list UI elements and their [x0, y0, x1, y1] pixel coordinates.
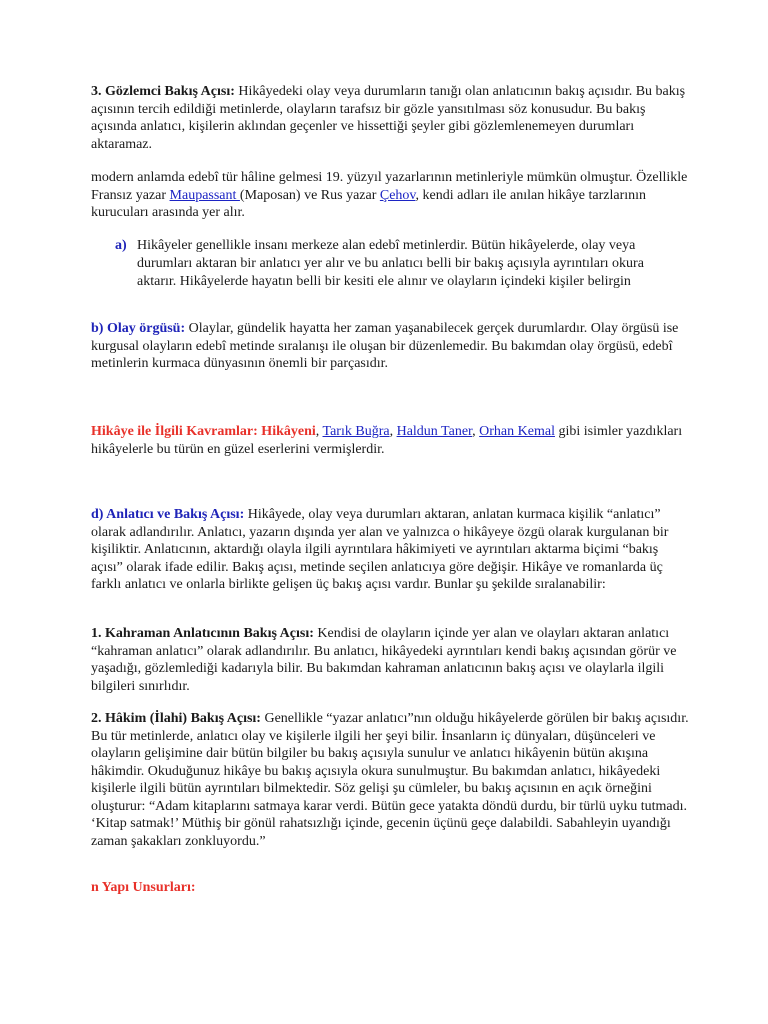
list-marker-a: a): [115, 238, 127, 253]
link-cehov[interactable]: Çehov: [379, 187, 416, 203]
text-kahraman: Kendisi de olayların içinde yer alan ve olayları aktaran anlatıcı “kahraman anlatıcı” olarak adlandırılır. Bu anlatıcı, hikâyedeki ayrıntıları kendi bakış açısından görür ve yaşadığı, gözlemlediği kadarıyla bilir. Bu bakımdan kahraman anlatıcının bakış açısı ve olaylarla ilgili bilgileri sınırlıdır.: [91, 626, 677, 694]
heading-hakim: 2. Hâkim (İlahi) Bakış Açısı:: [91, 711, 261, 726]
paragraph-kahraman: [91, 625, 691, 695]
list-item-a: [115, 237, 675, 291]
heading-anlatici: d) Anlatıcı ve Bakış Açısı:: [91, 507, 245, 522]
text-anlatici: Hikâyede, olay veya durumları aktaran, anlatan kurmaca kişilik “anlatıcı” olarak adlandırılır. Anlatıcı, yazarın dışında yer alan ve yalnızca o hikâyeye özgü olarak kurgulanan bir kişiliktir. Anlatıcının, aktardığı olayla ilgili ayrıntılara hâkimiyeti ve ayrıntıları aktarma biçimi “bakış açısı” olarak ifade edilir. Bakış açısı, metinde seçilen anlatıcıya göre değişir. Hikâye ve romanlarda üç farklı anlatıcı ve onlarla birlikte gelişen üç bakış açısı vardır. Bunlar şu şekilde sıralanabilir:: [91, 507, 669, 592]
paragraph-modern-hikaye: [91, 169, 691, 222]
text-kavramlar: gibi isimler yazdıkları hikâyelerle bu türün en güzel eserlerini vermişlerdir.: [91, 424, 683, 457]
heading-yapi-unsurlari: n Yapı Unsurları:: [91, 880, 196, 895]
text-gozlemci: Hikâyedeki olay veya durumların tanığı olan anlatıcının bakış açısıdır. Bu bakış açısının tercih edildiği metinlerde, olayların tarafsız bir gözle yansıtılması söz konusudur. Bu bakış açısında anlatıcı, kişilerin aklından geçenler ve hissettiği şeyler gibi gözlemlenemeyen durumları aktaramaz.: [91, 84, 686, 152]
link-tarik-bugra[interactable]: Tarık Buğra: [322, 424, 390, 439]
text-modern-1: modern anlamda edebî tür hâline gelmesi 19. yüzyıl yazarlarının metinleriyle mümkün olmuştur. Özellikle Fransız yazar: [91, 170, 688, 203]
paragraph-yapi-unsurlari: [91, 879, 691, 897]
text-modern-2: (Maposan) ve Rus yazar: [239, 187, 380, 203]
heading-kahraman: 1. Kahraman Anlatıcının Bakış Açısı:: [91, 626, 314, 641]
heading-gozlemci: 3. Gözlemci Bakış Açısı:: [91, 84, 235, 99]
heading-kavramlar: Hikâye ile İlgili Kavramlar: Hikâyeni: [91, 424, 316, 439]
paragraph-olay-orgusu: [91, 320, 691, 373]
link-haldun-taner[interactable]: Haldun Taner: [396, 424, 473, 439]
paragraph-anlatici: [91, 506, 691, 594]
heading-olay-orgusu: b) Olay örgüsü:: [91, 321, 186, 336]
link-maupassant[interactable]: Maupassant: [169, 187, 240, 203]
text-olay-orgusu: Olaylar, gündelik hayatta her zaman yaşanabilecek gerçek durumlardır. Olay örgüsü ise kurgusal olayların edebî metinde sıralanışı ile oluşan bir düzenlemedir. Bu bakımdan olay örgüsü, edebî metinlerin kurmaca dünyasının önemli bir parçasıdır.: [91, 321, 679, 371]
text-modern-3: , kendi adları ile anılan hikâye tarzlarının kurucuları arasında yer alır.: [91, 187, 647, 220]
separator: ,: [472, 424, 480, 439]
link-orhan-kemal[interactable]: Orhan Kemal: [479, 424, 555, 439]
separator: ,: [389, 424, 397, 439]
paragraph-gozlemci: [91, 83, 691, 153]
text-hakim: Genellikle “yazar anlatıcı”nın olduğu hikâyelerde görülen bir bakış açısıdır. Bu tür metinlerde, anlatıcı olay ve kişilerle ilgili her şeyi bilir. İnsanların iç dünyaları, düşünceleri ve olayların gelişimine dair bütün bilgiler bu bakış açısıyla sunulur ve anlatıcı hikâyenin bütün akışına hâkimdir. Okuduğunuz hikâye bu bakış açısıyla okura sunulmuştur. Bu bakımdan anlatıcı, hikâyedeki kişilerle ilgili bütün ayrıntıları bilmektedir. Söz gelişi şu cümleler, bu bakış açısının en açık örneğini oluşturur: “Adam kitaplarını satmaya karar verdi. Bütün gece yatakta döndü durdu, bir türlü uyku tutmadı. ‘Kitap satmak!’ Müthiş bir gönül rahatsızlığı içinde, gecenin üçünü geçe dalabildi. Sabahleyin uyandığı zaman şakakları zonkluyordu.”: [91, 711, 689, 849]
separator: ,: [315, 424, 323, 439]
paragraph-kavramlar: [91, 423, 691, 458]
paragraph-hakim: [91, 710, 691, 850]
list-item-a-text: Hikâyeler genellikle insanı merkeze alan edebî metinlerdir. Bütün hikâyelerde, olay veya durumları aktaran bir anlatıcı yer alır ve bu anlatıcı belli bir bakış açısıyla ayrıntıları okura aktarır. Hikâyelerde hayatın belli bir kesiti ele alınır ve olayların içindeki kişiler belirgin: [137, 238, 644, 289]
